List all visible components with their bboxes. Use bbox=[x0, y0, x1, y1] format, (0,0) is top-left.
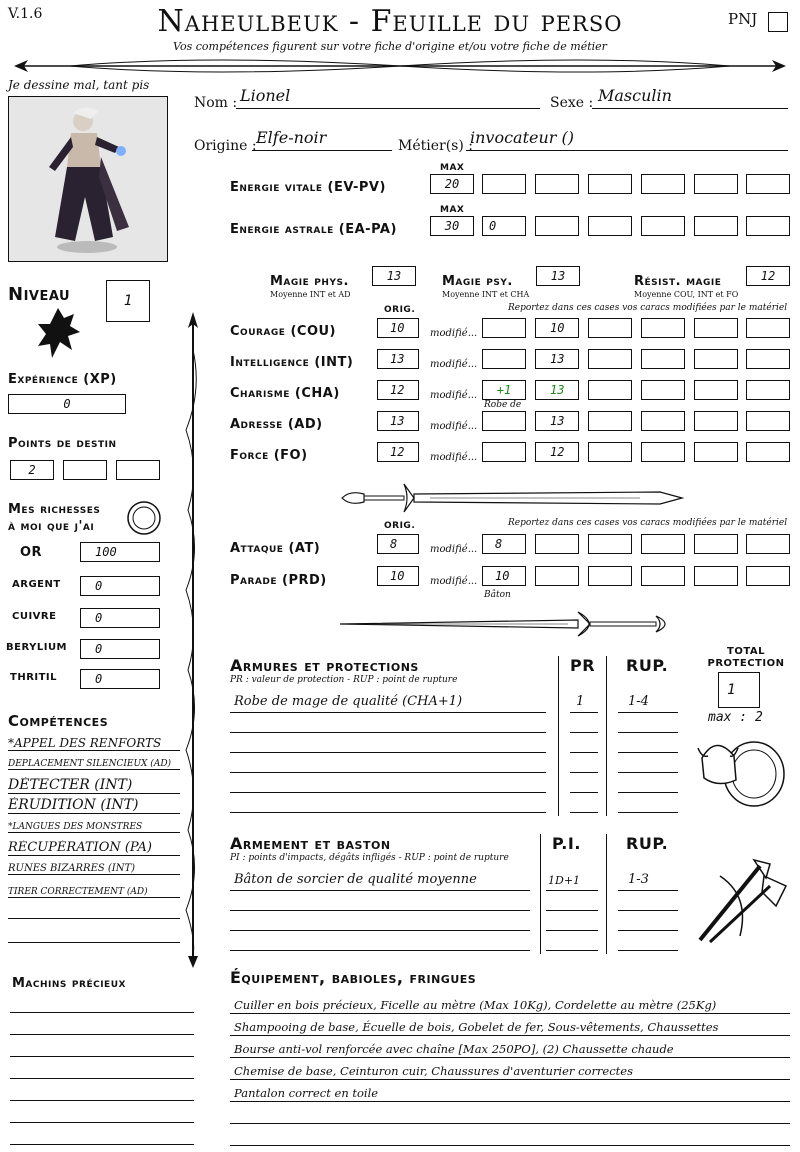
pnj-label: PNJ bbox=[728, 10, 758, 28]
portrait-frame bbox=[8, 96, 168, 262]
stat-orig-box[interactable] bbox=[377, 442, 419, 462]
stat-box[interactable] bbox=[746, 442, 790, 462]
attaque-box[interactable] bbox=[588, 534, 632, 554]
stat-box[interactable] bbox=[588, 442, 632, 462]
attaque-box[interactable] bbox=[482, 534, 526, 554]
machins-line[interactable] bbox=[10, 1144, 194, 1145]
parade-box[interactable] bbox=[535, 566, 579, 586]
parade-box[interactable] bbox=[746, 566, 790, 586]
column-divider bbox=[606, 656, 607, 816]
stat-box[interactable] bbox=[482, 318, 526, 338]
ea-box[interactable] bbox=[694, 216, 738, 236]
armure-line[interactable] bbox=[230, 752, 546, 753]
ev-max-label: MAX bbox=[440, 163, 465, 173]
thritil-value: 0 bbox=[95, 672, 103, 686]
ev-label: Energie vitale (EV-PV) bbox=[230, 180, 386, 195]
richesses-label-2: à moi que j'ai bbox=[8, 519, 95, 534]
parade-box[interactable] bbox=[482, 566, 526, 586]
stat-mod-value bbox=[483, 319, 525, 337]
arme-rup-line[interactable] bbox=[618, 930, 678, 931]
machins-line[interactable] bbox=[10, 1078, 194, 1079]
parade-modif-label: modifié... bbox=[430, 576, 478, 587]
competence-item[interactable]: TIRER CORRECTEMENT (AD) bbox=[8, 887, 180, 898]
competence-item[interactable]: RÉCUPÉRATION (PA) bbox=[8, 840, 180, 856]
parade-box[interactable] bbox=[694, 566, 738, 586]
magie-psy-box[interactable] bbox=[536, 266, 580, 286]
or-box[interactable] bbox=[80, 542, 160, 562]
stat-box[interactable] bbox=[535, 380, 579, 400]
xp-value: 0 bbox=[63, 397, 71, 411]
destin-box[interactable] bbox=[116, 460, 160, 480]
metier-label: Métier(s) : bbox=[398, 138, 473, 154]
ea-label: Energie astrale (EA-PA) bbox=[230, 222, 397, 237]
arme-pi-line[interactable] bbox=[546, 930, 598, 931]
arme-line[interactable] bbox=[230, 950, 530, 951]
magie-phys-note: Moyenne INT et AD bbox=[270, 290, 351, 299]
stat-box[interactable] bbox=[482, 349, 526, 369]
berylium-label: BERYLIUM bbox=[6, 642, 68, 653]
ev-box[interactable] bbox=[694, 174, 738, 194]
stat-box[interactable] bbox=[694, 349, 738, 369]
berylium-value: 0 bbox=[95, 642, 103, 656]
origine-field[interactable] bbox=[252, 130, 392, 151]
armement-subtitle: PI : points d'impacts, dégâts infligés - RUP : point de rupture bbox=[230, 853, 509, 863]
page-subtitle: Vos compétences figurent sur votre fiche d'origine et/ou votre fiche de métier bbox=[173, 40, 607, 53]
competence-item[interactable]: DÉTECTER (INT) bbox=[8, 777, 180, 794]
page-title: Naheulbeuk - Feuille du perso bbox=[157, 4, 623, 39]
coin-icon bbox=[126, 500, 162, 536]
stat-box[interactable] bbox=[694, 380, 738, 400]
cuivre-box[interactable] bbox=[80, 608, 160, 628]
attaque-box[interactable] bbox=[694, 534, 738, 554]
armure-pr-line[interactable] bbox=[570, 732, 598, 733]
stat-box[interactable] bbox=[694, 411, 738, 431]
stat-box[interactable] bbox=[694, 318, 738, 338]
niveau-value: 1 bbox=[123, 293, 133, 309]
competence-blank-line[interactable] bbox=[8, 918, 180, 919]
stat-box[interactable] bbox=[535, 411, 579, 431]
equipement-rule[interactable] bbox=[230, 1057, 790, 1058]
armure-rup-line[interactable] bbox=[618, 712, 678, 713]
ea-max-label: MAX bbox=[440, 205, 465, 215]
competence-item[interactable]: *APPEL DES RENFORTS bbox=[8, 736, 180, 751]
destin-box[interactable] bbox=[63, 460, 107, 480]
equipement-line: Pantalon correct en toile bbox=[234, 1086, 379, 1100]
stat-box[interactable] bbox=[746, 380, 790, 400]
stat-box[interactable] bbox=[535, 318, 579, 338]
sexe-label: Sexe : bbox=[550, 95, 594, 111]
ev-max-value: 20 bbox=[444, 177, 460, 191]
stat-box[interactable] bbox=[641, 349, 685, 369]
stat-mod-value bbox=[483, 350, 525, 368]
equipement-line: Bourse anti-vol renforcée avec chaîne [Max 250PO], (2) Chaussette chaude bbox=[234, 1042, 674, 1056]
armure-item-pr: 1 bbox=[576, 694, 585, 709]
arme-item-name: Bâton de sorcier de qualité moyenne bbox=[234, 872, 477, 887]
armure-rup-line[interactable] bbox=[618, 792, 678, 793]
ev-box[interactable] bbox=[641, 174, 685, 194]
ornament-divider-icon bbox=[10, 54, 790, 78]
stat-orig-value: 12 bbox=[390, 445, 405, 459]
argent-label: ARGENT bbox=[12, 579, 61, 590]
column-divider bbox=[558, 656, 559, 816]
arme-line[interactable] bbox=[230, 930, 530, 931]
origine-value: Elfe-noir bbox=[256, 128, 327, 147]
parade-orig-box[interactable] bbox=[377, 566, 419, 586]
stat-value: 13 bbox=[550, 383, 565, 397]
stat-label: Charisme (CHA) bbox=[230, 386, 340, 401]
stats-note: Reportez dans ces cases vos caracs modifiées par le matériel bbox=[508, 303, 788, 313]
combat-orig-label: ORIG. bbox=[384, 521, 416, 531]
rup-header: RUP. bbox=[626, 656, 669, 675]
armure-item-name: Robe de mage de qualité (CHA+1) bbox=[234, 694, 463, 709]
arme-line[interactable] bbox=[230, 910, 530, 911]
stat-box[interactable] bbox=[535, 442, 579, 462]
stat-modif-label: modifié... bbox=[430, 359, 478, 370]
attaque-box[interactable] bbox=[535, 534, 579, 554]
ea-box[interactable] bbox=[746, 216, 790, 236]
competence-item[interactable]: *LANGUES DES MONSTRES bbox=[8, 822, 180, 833]
armure-pr-line[interactable] bbox=[570, 812, 598, 813]
competence-item[interactable]: DÉPLACEMENT SILENCIEUX (AD) bbox=[8, 759, 180, 770]
magie-phys-box[interactable] bbox=[372, 266, 416, 286]
stat-box[interactable] bbox=[588, 318, 632, 338]
stat-box[interactable] bbox=[482, 380, 526, 400]
equipement-line: Chemise de base, Ceinturon cuir, Chaussures d'aventurier correctes bbox=[234, 1064, 634, 1078]
pnj-checkbox[interactable] bbox=[768, 12, 788, 32]
stat-orig-box[interactable] bbox=[377, 349, 419, 369]
attaque-orig-box[interactable] bbox=[377, 534, 419, 554]
stat-box[interactable] bbox=[746, 349, 790, 369]
stat-box[interactable] bbox=[588, 411, 632, 431]
stat-mod-value bbox=[483, 412, 525, 430]
stat-mod-value: +1 bbox=[496, 383, 512, 397]
destin-value: 2 bbox=[28, 463, 36, 477]
sword-icon bbox=[340, 480, 684, 516]
ev-box[interactable] bbox=[746, 174, 790, 194]
parade-box[interactable] bbox=[641, 566, 685, 586]
ev-box[interactable] bbox=[588, 174, 632, 194]
stat-modif-label: modifié... bbox=[430, 421, 478, 432]
armure-line[interactable] bbox=[230, 712, 546, 713]
or-label: OR bbox=[20, 545, 43, 560]
destin-label: Points de destin bbox=[8, 436, 117, 451]
resist-magie-label: Résist. magie bbox=[634, 274, 722, 289]
armure-rup-line[interactable] bbox=[618, 772, 678, 773]
stat-box[interactable] bbox=[588, 380, 632, 400]
nom-label: Nom : bbox=[194, 95, 238, 111]
arme-item-rup: 1-3 bbox=[628, 872, 649, 887]
sexe-field[interactable] bbox=[592, 88, 788, 109]
rup-header: RUP. bbox=[626, 834, 669, 853]
stat-box[interactable] bbox=[588, 349, 632, 369]
equipement-rule[interactable] bbox=[230, 1013, 790, 1014]
portrait-caption: Je dessine mal, tant pis bbox=[8, 78, 150, 92]
stat-box[interactable] bbox=[482, 411, 526, 431]
resist-magie-value: 12 bbox=[760, 269, 776, 283]
max-protection: max : 2 bbox=[708, 710, 763, 725]
armure-item-rup: 1-4 bbox=[628, 694, 649, 709]
xp-box[interactable] bbox=[8, 394, 126, 414]
armure-line[interactable] bbox=[230, 732, 546, 733]
ea-current-box[interactable] bbox=[482, 216, 526, 236]
berylium-box[interactable] bbox=[80, 639, 160, 659]
stat-box[interactable] bbox=[746, 318, 790, 338]
sword-icon bbox=[338, 606, 682, 642]
column-divider bbox=[540, 834, 541, 954]
parade-orig-value: 10 bbox=[390, 569, 405, 583]
armure-pr-line[interactable] bbox=[570, 772, 598, 773]
equipement-rule[interactable] bbox=[230, 1079, 790, 1080]
stat-label: Force (FO) bbox=[230, 448, 308, 463]
competence-item[interactable]: ÉRUDITION (INT) bbox=[8, 797, 180, 814]
stat-orig-box[interactable] bbox=[377, 411, 419, 431]
stat-orig-value: 13 bbox=[390, 352, 405, 366]
combat-note: Reportez dans ces cases vos caracs modifiées par le matériel bbox=[508, 518, 788, 528]
stat-mod-note: Robe de bbox=[484, 400, 522, 410]
magie-phys-label: Magie phys. bbox=[270, 274, 349, 289]
ea-max-box[interactable] bbox=[430, 216, 474, 236]
cuivre-label: CUIVRE bbox=[12, 611, 57, 622]
argent-value: 0 bbox=[95, 579, 103, 593]
stat-box[interactable] bbox=[694, 442, 738, 462]
armure-pr-line[interactable] bbox=[570, 752, 598, 753]
thritil-label: THRITIL bbox=[10, 672, 58, 683]
ev-max-box[interactable] bbox=[430, 174, 474, 194]
character-portrait-icon bbox=[9, 97, 167, 261]
parade-label: Parade (PRD) bbox=[230, 573, 327, 588]
metier-value: invocateur () bbox=[470, 128, 575, 147]
thritil-box[interactable] bbox=[80, 669, 160, 689]
sexe-value: Masculin bbox=[598, 86, 672, 105]
armure-pr-line[interactable] bbox=[570, 712, 598, 713]
column-divider bbox=[606, 834, 607, 954]
ea-box[interactable] bbox=[588, 216, 632, 236]
stat-orig-value: 10 bbox=[390, 321, 405, 335]
stat-box[interactable] bbox=[641, 442, 685, 462]
stat-box[interactable] bbox=[641, 380, 685, 400]
destin-box[interactable] bbox=[10, 460, 54, 480]
stat-box[interactable] bbox=[535, 349, 579, 369]
attaque-orig-value: 8 bbox=[390, 537, 398, 551]
ea-box[interactable] bbox=[641, 216, 685, 236]
stat-box[interactable] bbox=[641, 318, 685, 338]
arme-item-pi: 1D+1 bbox=[548, 874, 581, 887]
ea-box[interactable] bbox=[535, 216, 579, 236]
stat-box[interactable] bbox=[482, 442, 526, 462]
parade-note: Bâton bbox=[484, 590, 511, 600]
machins-line[interactable] bbox=[10, 1122, 194, 1123]
armure-rup-line[interactable] bbox=[618, 732, 678, 733]
machins-line[interactable] bbox=[10, 1056, 194, 1057]
pr-header: PR bbox=[570, 656, 596, 675]
origine-label: Origine : bbox=[194, 138, 257, 154]
argent-box[interactable] bbox=[80, 576, 160, 596]
stat-box[interactable] bbox=[746, 411, 790, 431]
stat-orig-value: 13 bbox=[390, 414, 405, 428]
armure-rup-line[interactable] bbox=[618, 812, 678, 813]
magie-phys-value: 13 bbox=[386, 269, 402, 283]
stat-orig-box[interactable] bbox=[377, 380, 419, 400]
niveau-label: Niveau bbox=[8, 284, 71, 305]
arme-line[interactable] bbox=[230, 890, 530, 891]
armure-line[interactable] bbox=[230, 812, 546, 813]
competences-label: Compétences bbox=[8, 712, 109, 730]
helmet-shield-icon bbox=[694, 728, 790, 812]
equipement-rule[interactable] bbox=[230, 1145, 790, 1146]
stat-value: 12 bbox=[550, 445, 565, 459]
dragon-icon bbox=[34, 304, 84, 364]
stat-value: 13 bbox=[550, 352, 565, 366]
equipement-line: Cuiller en bois précieux, Ficelle au mètre (Max 10Kg), Cordelette au mètre (25Kg) bbox=[234, 998, 717, 1012]
armure-rup-line[interactable] bbox=[618, 752, 678, 753]
arme-rup-line[interactable] bbox=[618, 890, 678, 891]
magie-psy-label: Magie psy. bbox=[442, 274, 513, 289]
stat-label: Intelligence (INT) bbox=[230, 355, 354, 370]
total-protection-label: TOTAL PROTECTION bbox=[707, 646, 785, 669]
stat-modif-label: modifié... bbox=[430, 390, 478, 401]
stat-box[interactable] bbox=[641, 411, 685, 431]
machins-label: Machins précieux bbox=[12, 976, 126, 991]
pi-header: P.I. bbox=[552, 834, 581, 853]
nom-value: Lionel bbox=[240, 86, 291, 105]
parade-box[interactable] bbox=[588, 566, 632, 586]
stat-label: Adresse (AD) bbox=[230, 417, 323, 432]
armures-title: Armures et protections bbox=[230, 656, 419, 675]
attaque-box[interactable] bbox=[641, 534, 685, 554]
machins-line[interactable] bbox=[10, 1012, 194, 1013]
machins-line[interactable] bbox=[10, 1034, 194, 1035]
armures-subtitle: PR : valeur de protection - RUP : point de rupture bbox=[230, 675, 458, 685]
niveau-box[interactable] bbox=[106, 280, 150, 322]
arme-pi-line[interactable] bbox=[546, 910, 598, 911]
total-protection-box[interactable] bbox=[718, 672, 760, 708]
cuivre-value: 0 bbox=[95, 611, 103, 625]
total-protection-value: 1 bbox=[727, 682, 736, 698]
stat-orig-value: 12 bbox=[390, 383, 405, 397]
ea-max-value: 30 bbox=[444, 219, 460, 233]
metier-field[interactable] bbox=[466, 130, 788, 151]
equipement-title: Équipement, babioles, fringues bbox=[230, 968, 477, 987]
xp-label: Expérience (XP) bbox=[8, 372, 117, 387]
armure-pr-line[interactable] bbox=[570, 792, 598, 793]
weapons-icon bbox=[690, 856, 790, 948]
richesses-label-1: Mes richesses bbox=[8, 502, 101, 517]
equipement-line: Shampooing de base, Écuelle de bois, Gobelet de fer, Sous-vêtements, Chaussettes bbox=[234, 1020, 719, 1034]
resist-magie-note: Moyenne COU, INT et FO bbox=[634, 290, 739, 299]
ea-current-value: 0 bbox=[489, 219, 497, 233]
nom-field[interactable] bbox=[236, 88, 540, 109]
stat-modif-label: modifié... bbox=[430, 328, 478, 339]
attaque-box[interactable] bbox=[746, 534, 790, 554]
ev-box[interactable] bbox=[535, 174, 579, 194]
arme-rup-line[interactable] bbox=[618, 910, 678, 911]
machins-line[interactable] bbox=[10, 1100, 194, 1101]
stat-value: 13 bbox=[550, 414, 565, 428]
arme-pi-line[interactable] bbox=[546, 890, 598, 891]
arme-rup-line[interactable] bbox=[618, 950, 678, 951]
magie-psy-note: Moyenne INT et CHA bbox=[442, 290, 530, 299]
competence-blank-line[interactable] bbox=[8, 942, 180, 943]
resist-magie-box[interactable] bbox=[746, 266, 790, 286]
stat-label: Courage (COU) bbox=[230, 324, 336, 339]
stats-orig-label: ORIG. bbox=[384, 305, 416, 315]
arme-pi-line[interactable] bbox=[546, 950, 598, 951]
stat-modif-label: modifié... bbox=[430, 452, 478, 463]
version-label: V.1.6 bbox=[8, 6, 43, 22]
or-value: 100 bbox=[95, 545, 117, 559]
armement-title: Armement et baston bbox=[230, 834, 391, 853]
magie-psy-value: 13 bbox=[550, 269, 566, 283]
stat-value: 10 bbox=[550, 321, 565, 335]
parade-value: 10 bbox=[495, 569, 510, 583]
equipement-rule[interactable] bbox=[230, 1035, 790, 1036]
armure-line[interactable] bbox=[230, 772, 546, 773]
equipement-rule[interactable] bbox=[230, 1101, 790, 1102]
equipement-rule[interactable] bbox=[230, 1123, 790, 1124]
armure-line[interactable] bbox=[230, 792, 546, 793]
stat-mod-value bbox=[483, 443, 525, 461]
attaque-label: Attaque (AT) bbox=[230, 541, 321, 556]
competence-item[interactable]: RUNES BIZARRES (INT) bbox=[8, 863, 180, 875]
staff-icon bbox=[182, 310, 204, 970]
attaque-value: 8 bbox=[495, 537, 503, 551]
ev-box[interactable] bbox=[482, 174, 526, 194]
stat-orig-box[interactable] bbox=[377, 318, 419, 338]
attaque-modif-label: modifié... bbox=[430, 544, 478, 555]
